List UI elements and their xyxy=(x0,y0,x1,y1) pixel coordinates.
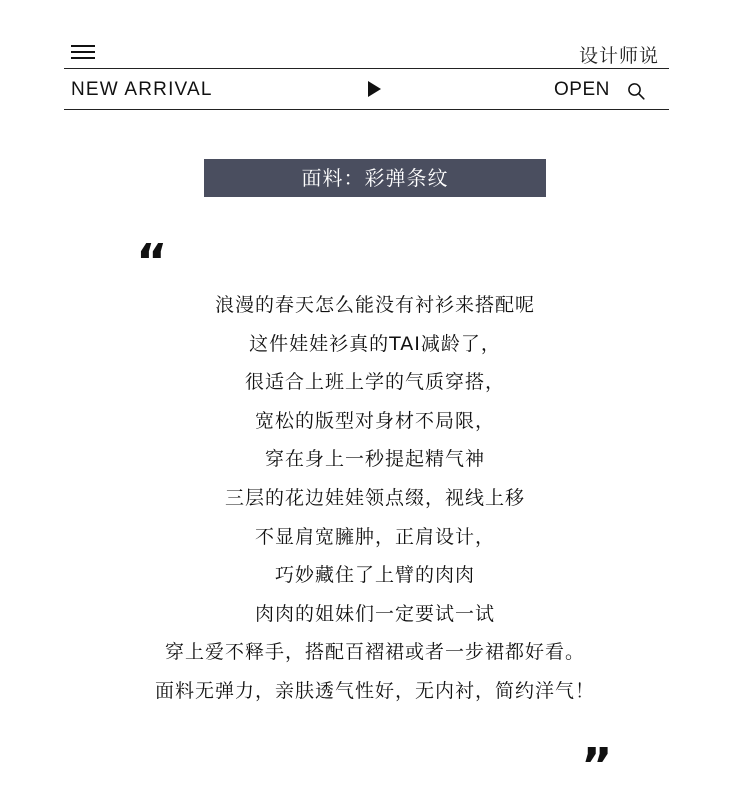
open-button[interactable]: OPEN xyxy=(554,79,610,100)
designer-says-title: 设计师说 xyxy=(578,45,659,67)
description-line: 三层的花边娃娃领点缀，视线上移 xyxy=(224,486,525,509)
description-line: 穿上爱不释手，搭配百褶裙或者一步裙都好看。 xyxy=(164,641,585,664)
new-arrival-label[interactable]: NEW ARRIVAL xyxy=(71,79,213,100)
fabric-banner: 面料：彩弹条纹 xyxy=(204,159,546,197)
description-line: 不显肩宽臃肿，正肩设计， xyxy=(254,525,495,548)
description-line: 穿在身上一秒提起精气神 xyxy=(264,448,485,471)
nav-bar xyxy=(64,69,669,110)
description-line: 肉肉的姐妹们一定要试一试 xyxy=(254,602,495,625)
description-line: 巧妙藏住了上臂的肉肉 xyxy=(274,564,475,587)
play-icon[interactable] xyxy=(368,81,381,97)
description-line: 面料无弹力，亲肤透气性好，无内衬，简约洋气！ xyxy=(154,679,595,702)
search-icon[interactable] xyxy=(627,82,645,100)
description-line: 宽松的版型对身材不局限， xyxy=(254,409,495,432)
description-text xyxy=(0,286,750,711)
description-line: 浪漫的春天怎么能没有衬衫来搭配呢 xyxy=(214,294,535,316)
hamburger-menu-icon[interactable] xyxy=(71,45,95,59)
description-line: 很适合上班上学的气质穿搭， xyxy=(244,371,505,394)
close-quote-mark: ” xyxy=(581,738,613,794)
top-bar xyxy=(64,38,669,69)
description-line: 这件娃娃衫真的TAI减龄了， xyxy=(249,332,501,355)
open-quote-mark: “ xyxy=(136,234,168,290)
